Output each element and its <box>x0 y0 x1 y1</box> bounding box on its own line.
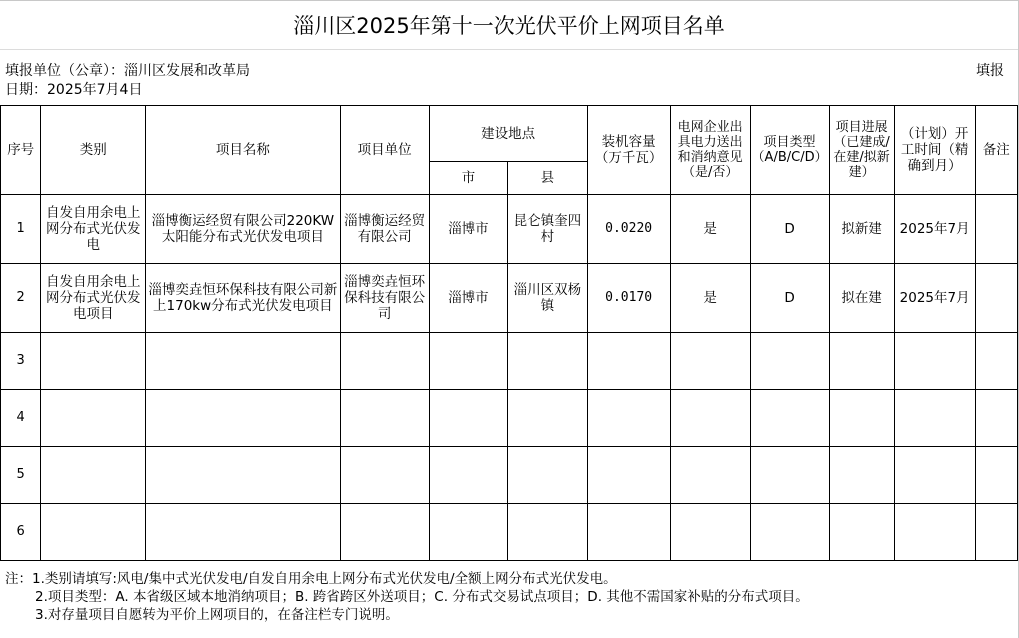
cell-project-type: D <box>750 195 829 264</box>
cell-start-time: 2025年7月 <box>894 264 975 333</box>
cell-project-owner: 淄博衡运经贸有限公司 <box>340 195 429 264</box>
footnote-3: 3.对存量项目自愿转为平价上网项目的，在备注栏专门说明。 <box>35 607 399 623</box>
cell-seq: 6 <box>1 504 41 561</box>
cell-project-name: 淄博衡运经贸有限公司220KW太阳能分布式光伏发电项目 <box>146 195 340 264</box>
header-remark: 备注 <box>975 106 1017 195</box>
cell-county: 昆仑镇奎四村 <box>508 195 587 264</box>
footnotes <box>5 570 809 624</box>
header-project-type: 项目类型（A/B/C/D） <box>750 106 829 195</box>
header-start-time: （计划）开工时间（精确到月） <box>894 106 975 195</box>
empty-row <box>1 504 1018 561</box>
header-project-name: 项目名称 <box>146 106 340 195</box>
cell-seq: 2 <box>1 264 41 333</box>
cell-seq: 4 <box>1 390 41 447</box>
header-grid-opinion: 电网企业出具电力送出和消纳意见（是/否） <box>670 106 750 195</box>
footnote-1: 注：1.类别请填写:风电/集中式光伏发电/自发自用余电上网分布式光伏发电/全额上网分布式光伏发电。 <box>5 571 617 587</box>
header-seq: 序号 <box>1 106 41 195</box>
cell-seq: 5 <box>1 447 41 504</box>
cell-seq: 3 <box>1 333 41 390</box>
header-capacity: 装机容量（万千瓦） <box>587 106 670 195</box>
cell-category: 自发自用余电上网分布式光伏发电项目 <box>41 264 146 333</box>
cell-project-owner: 淄博奕垚恒环保科技有限公司 <box>340 264 429 333</box>
cell-remark <box>975 264 1017 333</box>
project-table <box>0 105 1018 561</box>
sheet-title: 淄川区2025年第十一次光伏平价上网项目名单 <box>0 1 1018 50</box>
header-progress: 项目进展（已建成/在建/拟新建） <box>829 106 894 195</box>
header-category: 类别 <box>41 106 146 195</box>
table-row <box>1 264 1018 333</box>
empty-row <box>1 447 1018 504</box>
cell-progress: 拟在建 <box>829 264 894 333</box>
header-location: 建设地点 <box>429 106 587 162</box>
cell-city: 淄博市 <box>429 195 507 264</box>
cell-progress: 拟新建 <box>829 195 894 264</box>
cell-grid-opinion: 是 <box>670 195 750 264</box>
empty-row <box>1 390 1018 447</box>
footnote-2: 2.项目类型：A. 本省级区域本地消纳项目；B. 跨省跨区外送项目；C. 分布式交易试点项目；D. 其他不需国家补贴的分布式项目。 <box>35 589 809 605</box>
cell-county: 淄川区双杨镇 <box>508 264 587 333</box>
cell-capacity: 0.0170 <box>587 264 670 333</box>
header-project-owner: 项目单位 <box>340 106 429 195</box>
reporting-unit: 填报单位（公章）：淄川区发展和改革局 <box>5 63 250 79</box>
cell-project-name: 淄博奕垚恒环保科技有限公司新上170kw分布式光伏发电项目 <box>146 264 340 333</box>
cell-city: 淄博市 <box>429 264 507 333</box>
header-city: 市 <box>429 162 507 195</box>
report-date: 日期：2025年7月4日 <box>5 82 143 98</box>
table-row <box>1 195 1018 264</box>
empty-row <box>1 333 1018 390</box>
cell-remark <box>975 195 1017 264</box>
header-county: 县 <box>508 162 587 195</box>
cell-seq: 1 <box>1 195 41 264</box>
cell-capacity: 0.0220 <box>587 195 670 264</box>
reporter-label: 填报 <box>976 63 1004 79</box>
cell-grid-opinion: 是 <box>670 264 750 333</box>
cell-start-time: 2025年7月 <box>894 195 975 264</box>
cell-project-type: D <box>750 264 829 333</box>
cell-category: 自发自用余电上网分布式光伏发电 <box>41 195 146 264</box>
